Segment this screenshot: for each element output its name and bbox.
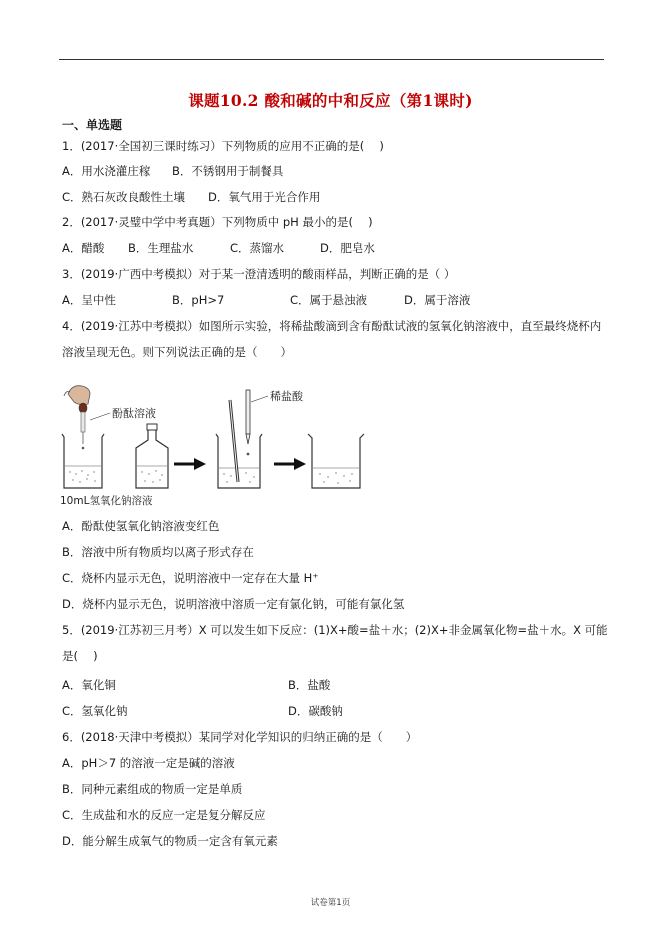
question-2-stem: 2．(2017·灵璧中学中考真题）下列物质中 pH 最小的是( ) xyxy=(62,215,373,229)
naoh-label: 10mL氢氧化钠溶液 xyxy=(60,495,153,507)
q4-option-d: D．烧杯内显示无色，说明溶液中溶质一定有氯化钠，可能有氯化氢 xyxy=(62,597,405,611)
acid-label: 稀盐酸 xyxy=(270,390,303,403)
q6-option-b: B．同种元素组成的物质一定是单质 xyxy=(62,782,243,796)
acid-label-pointer xyxy=(251,396,268,402)
q1-option-d: D．氧气用于光合作用 xyxy=(208,190,321,204)
q1-option-a: A．用水浇灌庄稼 xyxy=(62,164,151,178)
question-4-stem-line2: 溶液呈现无色。则下列说法正确的是（ ） xyxy=(62,345,292,359)
hand-dropper-icon xyxy=(64,386,90,450)
experiment-figure xyxy=(60,382,390,516)
q2-option-a: A．醋酸 xyxy=(62,241,105,255)
q6-option-c: C．生成盐和水的反应一定是复分解反应 xyxy=(62,808,266,822)
neutralization-diagram xyxy=(60,382,390,512)
q4-option-a: A．酚酞使氢氧化钠溶液变红色 xyxy=(62,519,220,533)
q1-option-c: C．熟石灰改良酸性土壤 xyxy=(62,190,186,204)
q5-option-a: A．氧化铜 xyxy=(62,678,116,692)
page-title: 课题10.2 酸和碱的中和反应（第1课时) xyxy=(188,91,473,110)
question-4-stem-line1: 4．(2019·江苏中考模拟）如图所示实验，将稀盐酸滴到含有酚酞试液的氢氧化钠溶液中，直至最终烧杯内 xyxy=(62,319,602,333)
beaker-3-icon xyxy=(308,434,364,488)
q4-option-b: B．溶液中所有物质均以离子形式存在 xyxy=(62,545,254,559)
q3-option-a: A．呈中性 xyxy=(62,293,116,307)
phenolphthalein-label: 酚酞溶液 xyxy=(112,407,156,420)
question-5-stem-line2: 是( ) xyxy=(62,649,98,663)
glass-rod-icon xyxy=(230,400,238,482)
q6-option-d: D．能分解生成氧气的物质一定含有氧元素 xyxy=(62,834,278,848)
q2-option-c: C．蒸馏水 xyxy=(230,241,285,255)
question-5-stem-line1: 5．(2019·江苏初三月考）X 可以发生如下反应：(1)X+酸=盐＋水；(2)X+非金属氧化物=盐＋水。X 可能 xyxy=(62,623,608,637)
arrow-right-icon xyxy=(274,458,306,470)
header-rule xyxy=(59,59,604,60)
question-6-stem: 6．(2018·天津中考模拟）某同学对化学知识的归纳正确的是（ ） xyxy=(62,730,418,744)
q4-option-c: C．烧杯内显示无色，说明溶液中一定存在大量 H⁺ xyxy=(62,571,319,585)
question-3-stem: 3．(2019·广西中考模拟）对于某一澄清透明的酸雨样品，判断正确的是（ ） xyxy=(62,267,456,281)
reagent-bottle-icon xyxy=(136,424,168,488)
acid-dropper-icon xyxy=(246,390,250,455)
section-heading: 一、单选题 xyxy=(62,118,123,132)
label-pointer-line xyxy=(90,413,110,420)
q3-option-c: C．属于悬浊液 xyxy=(290,293,368,307)
q1-option-b: B．不锈钢用于制餐具 xyxy=(172,164,284,178)
question-1-stem: 1．(2017·全国初三课时练习）下列物质的应用不正确的是( ) xyxy=(62,139,384,153)
arrow-right-icon xyxy=(174,458,206,470)
q6-option-a: A．pH＞7 的溶液一定是碱的溶液 xyxy=(62,756,235,770)
q2-option-b: B．生理盐水 xyxy=(128,241,194,255)
q5-option-d: D．碳酸钠 xyxy=(288,704,343,718)
q5-option-c: C．氢氧化钠 xyxy=(62,704,128,718)
q2-option-d: D．肥皂水 xyxy=(320,241,375,255)
q5-option-b: B．盐酸 xyxy=(288,678,331,692)
page-footer: 试卷第1页 xyxy=(310,898,351,908)
q3-option-d: D．属于溶液 xyxy=(404,293,471,307)
q3-option-b: B．pH>7 xyxy=(172,293,225,307)
